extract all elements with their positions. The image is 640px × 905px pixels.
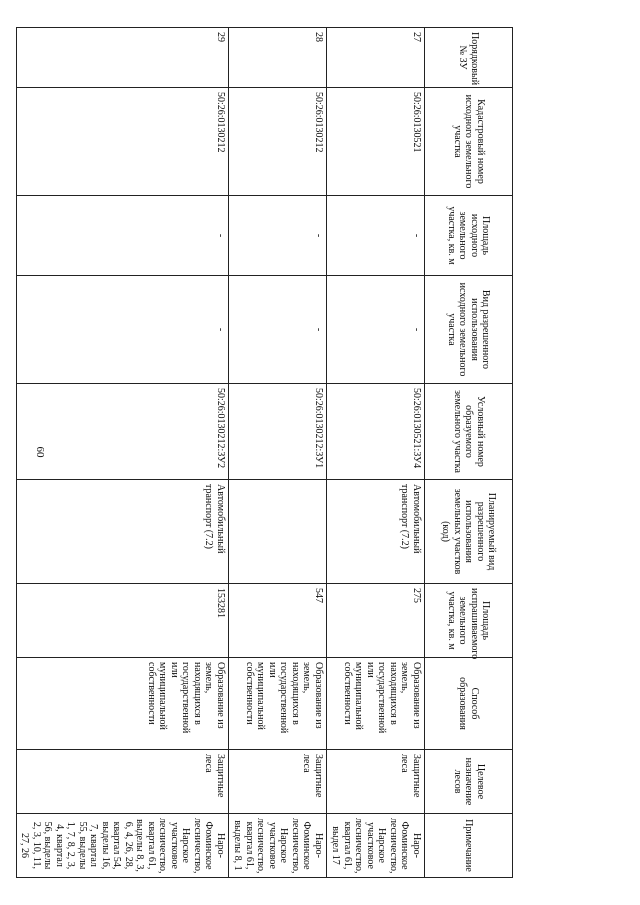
land-plots-table — [16, 27, 513, 878]
table-cell: 27 — [327, 28, 425, 88]
table-cell — [229, 480, 327, 584]
table-cell: - — [229, 196, 327, 276]
table-cell: 275 — [327, 584, 425, 658]
table-cell: 50:26:0130521 — [327, 88, 425, 196]
header-cell: Целевое назначение лесов — [425, 750, 513, 814]
table-cell: 50:26:0130212 — [17, 88, 229, 196]
header-cell: Условный номер образуемого земельного участка — [425, 384, 513, 480]
table-cell: Автомобильный транспорт (7.2) — [17, 480, 229, 584]
table-cell: Образование из земель, находящихся в государственной или муниципальной собственности — [17, 658, 229, 750]
table-cell: Автомобильный транспорт (7.2) — [327, 480, 425, 584]
table-cell: Образование из земель, находящихся в государственной или муниципальной собственности — [229, 658, 327, 750]
header-cell: Кадастровый номер исходного земельного участка — [425, 88, 513, 196]
header-cell: Порядковый № ЗУ — [425, 28, 513, 88]
table-row — [17, 28, 229, 878]
table-cell: 50:26:0130212:ЗУ1 — [229, 384, 327, 480]
header-cell: Вид разрешенного использования исходного земельного участка — [425, 276, 513, 384]
table-cell: Наро-Фоминское лесничество, Нарское участковое лесничество, квартал 61, выдел 17 — [327, 814, 425, 878]
header-row — [425, 28, 513, 878]
table-cell: - — [327, 276, 425, 384]
header-cell: Площадь исходного земельного участка, кв. м — [425, 196, 513, 276]
table-row — [229, 28, 327, 878]
header-cell: Примечание — [425, 814, 513, 878]
table-cell: Защитные леса — [229, 750, 327, 814]
table-cell: Наро-Фоминское лесничество, Нарское участковое лесничество, квартал 61, выделы 8, 3, 6, 4, 26, 28, квартал 54, выделы 16, 7, квартал 55, выделы 1, 7, 8, 2, 3, 4, квартал 56, выделы 2, 3, 10, 11, 27, 26 — [17, 814, 229, 878]
table-cell: 50:26:0130212:ЗУ2 — [17, 384, 229, 480]
table-cell: 153281 — [17, 584, 229, 658]
table-cell: - — [229, 276, 327, 384]
table-cell: Защитные леса — [327, 750, 425, 814]
table-row — [327, 28, 425, 878]
header-cell: Площадь испрашиваемого земельного участка, кв. м — [425, 584, 513, 658]
table-cell: 547 — [229, 584, 327, 658]
table-cell: - — [327, 196, 425, 276]
table-cell: Наро-Фоминское лесничество, Нарское участковое лесничество, квартал 61, выделы 8, 1 — [229, 814, 327, 878]
table-cell: Защитные леса — [17, 750, 229, 814]
table-cell: 28 — [229, 28, 327, 88]
table-cell: 50:26:0130212 — [229, 88, 327, 196]
table-cell: 50:26:0130521:ЗУ4 — [327, 384, 425, 480]
table-cell: 29 — [17, 28, 229, 88]
table-cell: - — [17, 276, 229, 384]
rotated-table-container — [19, 27, 513, 877]
page-number: 60 — [34, 446, 46, 458]
header-cell: Способ образования — [425, 658, 513, 750]
header-cell: Планируемый вид разрешенного использования земельных участков (код) — [425, 480, 513, 584]
table-cell: Образование из земель, находящихся в государственной или муниципальной собственности — [327, 658, 425, 750]
table-cell: - — [17, 196, 229, 276]
